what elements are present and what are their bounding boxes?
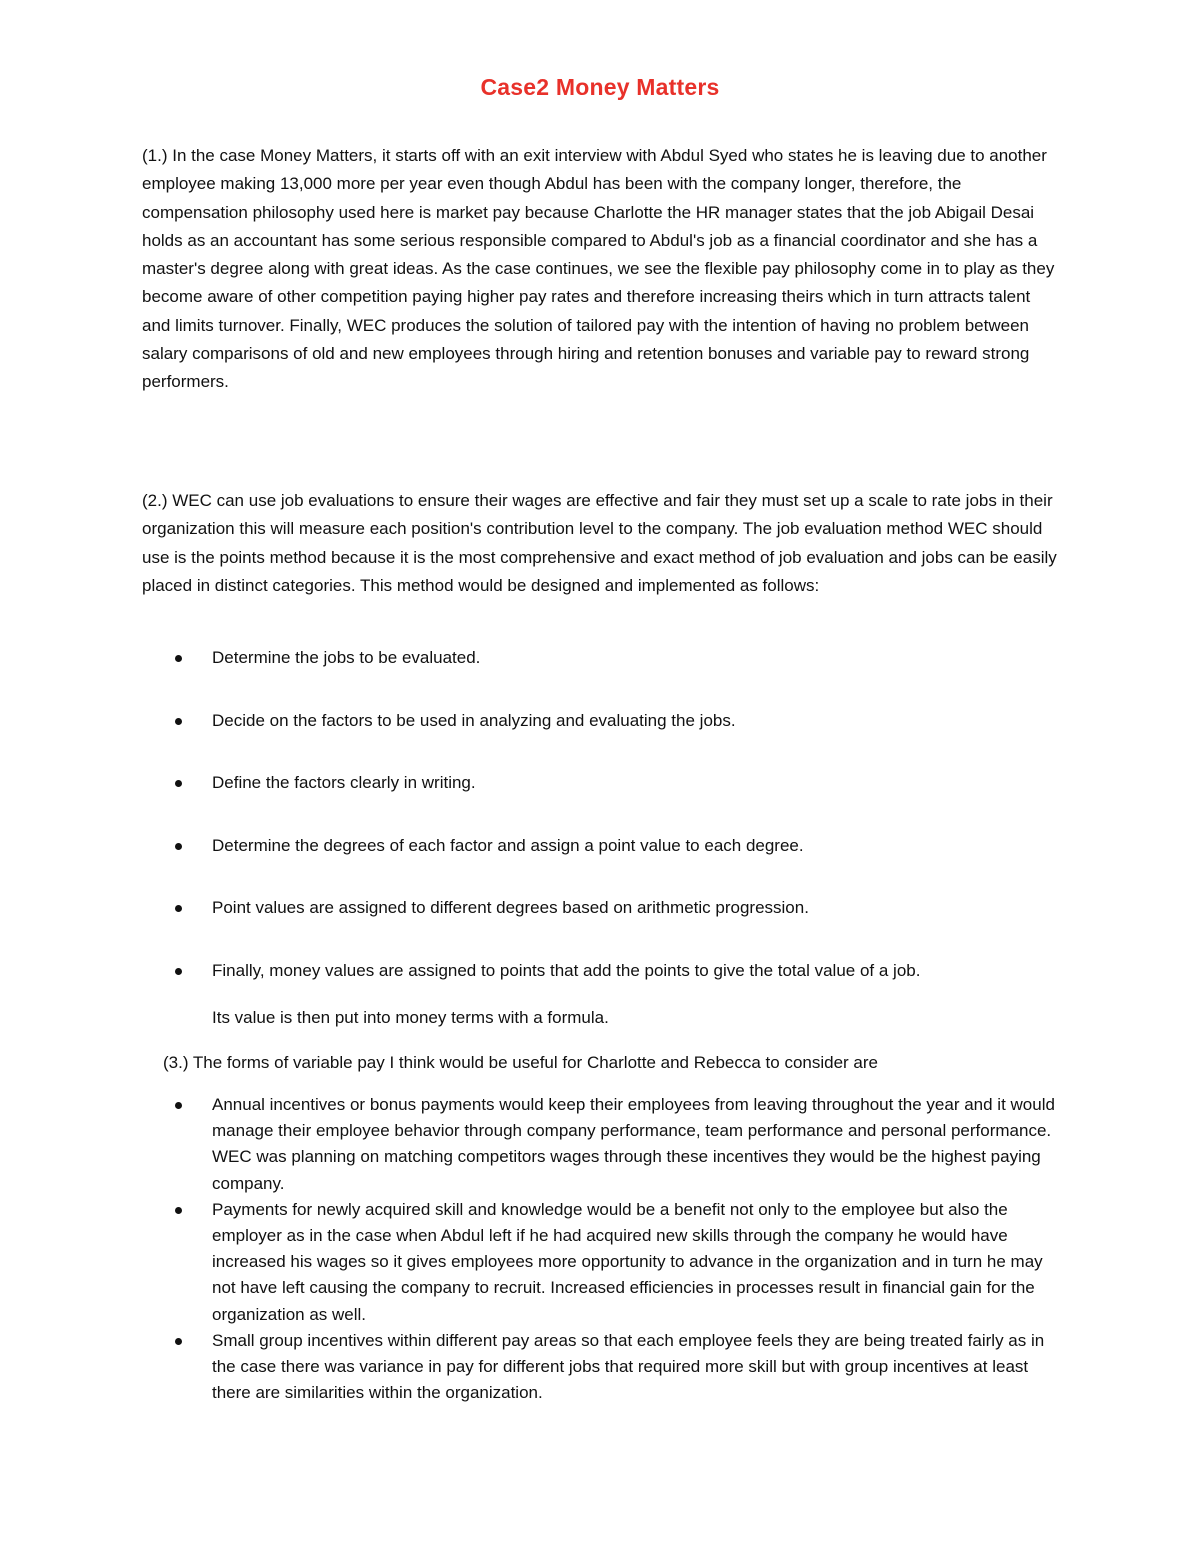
bullet-icon [175,968,182,975]
bullet-icon [175,718,182,725]
section-2-number: (2.) [142,491,168,510]
list-item: Finally, money values are assigned to points that add the points to give the total value of a job. [142,957,1062,1020]
section-1-paragraph [142,142,1062,397]
section-3-number: (3.) [163,1053,189,1072]
bullet-icon [175,1338,182,1345]
bullet-icon [175,1207,182,1214]
document-title: Case2 Money Matters [480,74,720,100]
list-item: Define the factors clearly in writing. [142,769,1062,832]
list-item: Annual incentives or bonus payments would keep their employees from leaving throughout the year and it would manage their employee behavior through company performance, team performance and personal performance. WEC was planning on matching competitors wages through these incentives they would be the highest paying company. [142,1092,1062,1197]
section-2-continuation: Its value is then put into money terms with a formula. [212,1008,609,1027]
bullet-icon [175,905,182,912]
list-item: Determine the degrees of each factor and assign a point value to each degree. [142,832,1062,895]
bullet-icon [175,655,182,662]
section-3-bullet-list [142,1092,1062,1406]
section-2-bullet-list [142,644,1062,1019]
bullet-icon [175,780,182,787]
list-item: Point values are assigned to different degrees based on arithmetic progression. [142,894,1062,957]
section-2-text: WEC can use job evaluations to ensure their wages are effective and fair they must set up a scale to rate jobs in their organization this will measure each position's contribution level to the company. The job evaluation method WEC should use is the points method because it is the most comprehensive and exact method of job evaluation and jobs can be easily placed in distinct categories. This method would be designed and implemented as follows: [142,491,1057,595]
list-item: Small group incentives within different pay areas so that each employee feels they are being treated fairly as in the case there was variance in pay for different jobs that required more skill but with group incentives at least there are similarities within the organization. [142,1328,1062,1407]
bullet-icon [175,1102,182,1109]
section-3-paragraph [163,1049,1083,1077]
section-1-text: In the case Money Matters, it starts off with an exit interview with Abdul Syed who states he is leaving due to another employee making 13,000 more per year even though Abdul has been with the company longer, therefore, the compensation philosophy used here is market pay because Charlotte the HR manager states that the job Abigail Desai holds as an accountant has some serious responsible compared to Abdul's job as a financial coordinator and she has a master's degree along with great ideas. As the case continues, we see the flexible pay philosophy come in to play as they become aware of other competition paying higher pay rates and therefore increasing theirs which in turn attracts talent and limits turnover. Finally, WEC produces the solution of tailored pay with the intention of having no problem between salary comparisons of old and new employees through hiring and retention bonuses and variable pay to reward strong performers. [142,146,1055,392]
bullet-icon [175,843,182,850]
section-2-paragraph [142,487,1062,600]
section-3-text: The forms of variable pay I think would be useful for Charlotte and Rebecca to consider are [188,1053,879,1072]
list-item: Determine the jobs to be evaluated. [142,644,1062,707]
section-1-number: (1.) [142,146,168,165]
list-item: Payments for newly acquired skill and knowledge would be a benefit not only to the employee but also the employer as in the case when Abdul left if he had acquired new skills through the company he would have increased his wages so it gives employees more opportunity to advance in the organization and in turn he may not have left causing the company to recruit. Increased efficiencies in processes result in financial gain for the organization as well. [142,1197,1062,1328]
list-item: Decide on the factors to be used in analyzing and evaluating the jobs. [142,707,1062,770]
